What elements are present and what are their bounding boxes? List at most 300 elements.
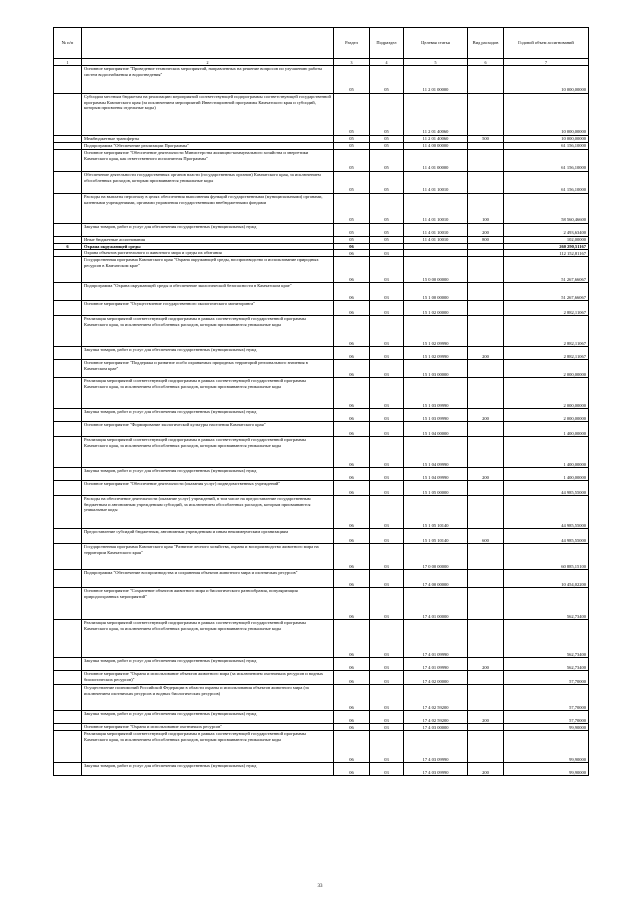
row-amount: 562,73400 <box>504 588 589 620</box>
row-razdel: 06 <box>334 711 370 724</box>
row-expense-type <box>468 66 504 94</box>
row-target-article: 11 2 01 40060 <box>404 94 468 136</box>
row-razdel: 06 <box>334 724 370 731</box>
row-number <box>54 136 82 143</box>
row-razdel: 06 <box>334 658 370 671</box>
row-name: Основное мероприятие "Поддержка и развитие особо охраняемых природных территорий регионального значения в Камчатском крае" <box>82 360 334 378</box>
row-expense-type: 200 <box>468 409 504 422</box>
table-row <box>54 544 589 570</box>
row-name: Закупка товаров, работ и услуг для обеспечения государственных (муниципальных) нужд <box>82 409 334 422</box>
row-amount: 99,90000 <box>504 763 589 776</box>
row-name: Основное мероприятие "Сохранение объектов животного мира и биологического разнообразия, популяризация природоохранных мероприятий" <box>82 588 334 620</box>
row-razdel: 05 <box>334 172 370 194</box>
row-number <box>54 237 82 244</box>
row-expense-type <box>468 143 504 150</box>
row-amount: 2 000,00000 <box>504 360 589 378</box>
row-expense-type: 200 <box>468 224 504 237</box>
table-row <box>54 150 589 172</box>
row-number <box>54 409 82 422</box>
row-target-article: 11 4 01 10010 <box>404 194 468 224</box>
row-razdel: 05 <box>334 150 370 172</box>
row-razdel: 06 <box>334 496 370 529</box>
table-row <box>54 724 589 731</box>
table-row <box>54 468 589 481</box>
row-podrazdel: 03 <box>370 316 404 347</box>
row-expense-type <box>468 360 504 378</box>
row-razdel: 06 <box>334 529 370 544</box>
row-expense-type: 200 <box>468 468 504 481</box>
row-expense-type <box>468 685 504 711</box>
column-number: 5 <box>404 59 468 66</box>
table-row <box>54 711 589 724</box>
row-razdel: 06 <box>334 570 370 588</box>
row-expense-type <box>468 620 504 658</box>
row-target-article: 15 1 03 09990 <box>404 378 468 409</box>
row-razdel: 05 <box>334 194 370 224</box>
row-name: Обеспечение деятельности государственных органов власти (государственных органов) Камчатского края, за исключением обособленных расходов, которым присваиваются уникальные коды <box>82 172 334 194</box>
row-amount: 58 560,46600 <box>504 194 589 224</box>
row-target-article: 11 4 00 00000 <box>404 143 468 150</box>
row-amount: 10 454,02200 <box>504 570 589 588</box>
row-name: Субсидии местным бюджетам на реализацию мероприятий соответствующей подпрограммы соответствующей государственной программы Камчатского края (за исключением мероприятий Инвестиционной программы Камчатского края и субсидий, которым присвоены отдельные коды) <box>82 94 334 136</box>
row-target-article: 15 1 02 09990 <box>404 316 468 347</box>
table-row <box>54 194 589 224</box>
row-expense-type <box>468 172 504 194</box>
row-amount: 2 882,11067 <box>504 347 589 360</box>
row-podrazdel: 03 <box>370 570 404 588</box>
row-amount: 112 152,81167 <box>504 250 589 257</box>
table-row <box>54 224 589 237</box>
row-number <box>54 671 82 685</box>
row-razdel: 05 <box>334 224 370 237</box>
table-row <box>54 588 589 620</box>
row-name: Государственная программа Камчатского края "Развитие лесного хозяйства, охрана и воспроизводство животного мира на территории Камчатского края" <box>82 544 334 570</box>
row-name: Закупка товаров, работ и услуг для обеспечения государственных (муниципальных) нужд <box>82 224 334 237</box>
row-name: Подпрограмма "Охрана окружающей среды и обеспечение экологической безопасности в Камчатском крае" <box>82 283 334 301</box>
row-amount: 1 400,00000 <box>504 422 589 437</box>
budget-sheet <box>53 27 588 776</box>
row-podrazdel: 03 <box>370 620 404 658</box>
row-amount: 61 156,10000 <box>504 172 589 194</box>
table-row <box>54 237 589 244</box>
row-name: Основное мероприятие "Обеспечение деятельности Министерства жилищно-коммунального хозяйства и энергетики Камчатского края, как ответственного исполнителя Программы" <box>82 150 334 172</box>
row-expense-type <box>468 250 504 257</box>
row-razdel: 06 <box>334 620 370 658</box>
row-podrazdel: 03 <box>370 671 404 685</box>
row-target-article: 15 1 04 00000 <box>404 422 468 437</box>
row-number <box>54 731 82 763</box>
row-name: Закупка товаров, работ и услуг для обеспечения государственных (муниципальных) нужд <box>82 347 334 360</box>
row-name: Расходы на выплаты персоналу в целях обеспечения выполнения функций государственными (муниципальными) органами, казенными учреждениями, органами управления государственными внебюджетными фондами <box>82 194 334 224</box>
row-amount: 10 000,00000 <box>504 94 589 136</box>
table-row <box>54 685 589 711</box>
header-num: № п/п <box>54 28 82 59</box>
row-podrazdel: 03 <box>370 437 404 468</box>
row-target-article: 17 4 02 59200 <box>404 685 468 711</box>
row-amount: 61 156,10000 <box>504 143 589 150</box>
row-expense-type <box>468 731 504 763</box>
row-number <box>54 360 82 378</box>
row-expense-type <box>468 257 504 283</box>
row-amount: 1 400,00000 <box>504 468 589 481</box>
row-razdel: 06 <box>334 763 370 776</box>
row-amount: 57,70000 <box>504 711 589 724</box>
row-podrazdel: 05 <box>370 150 404 172</box>
row-amount: 562,73400 <box>504 658 589 671</box>
row-target-article: 15 1 05 00000 <box>404 481 468 496</box>
row-expense-type <box>468 724 504 731</box>
row-target-article: 15 1 02 09990 <box>404 347 468 360</box>
row-target-article: 17 4 02 59200 <box>404 711 468 724</box>
row-podrazdel: 03 <box>370 685 404 711</box>
row-target-article: 17 4 01 09990 <box>404 658 468 671</box>
row-number: 6 <box>54 243 82 250</box>
table-row <box>54 250 589 257</box>
row-name: Охрана окружающей среды <box>82 243 334 250</box>
column-number: 6 <box>468 59 504 66</box>
row-target-article <box>404 243 468 250</box>
row-target-article: 17 4 01 09990 <box>404 620 468 658</box>
row-target-article: 11 4 01 10010 <box>404 172 468 194</box>
row-amount: 2 882,11067 <box>504 316 589 347</box>
row-number <box>54 257 82 283</box>
row-number <box>54 620 82 658</box>
row-name: Реализация мероприятий соответствующей подпрограммы в рамках соответствующей государственной программы Камчатского края, за исключением обособленных расходов, которым присваиваются уникальные коды <box>82 620 334 658</box>
table-row <box>54 243 589 250</box>
row-expense-type: 200 <box>468 763 504 776</box>
row-podrazdel: 05 <box>370 94 404 136</box>
row-expense-type <box>468 422 504 437</box>
row-name: Межбюджетные трансферты <box>82 136 334 143</box>
row-razdel: 06 <box>334 250 370 257</box>
row-expense-type: 200 <box>468 347 504 360</box>
row-target-article: 15 1 03 00000 <box>404 360 468 378</box>
row-podrazdel: 03 <box>370 763 404 776</box>
row-number <box>54 496 82 529</box>
row-target-article: 15 1 02 00000 <box>404 301 468 316</box>
row-amount: 2 493,63400 <box>504 224 589 237</box>
row-target-article: 17 4 03 00000 <box>404 724 468 731</box>
row-number <box>54 529 82 544</box>
row-razdel: 06 <box>334 437 370 468</box>
row-name: Закупка товаров, работ и услуг для обеспечения государственных (муниципальных) нужд <box>82 658 334 671</box>
row-podrazdel: 03 <box>370 283 404 301</box>
row-target-article: 15 1 05 10140 <box>404 529 468 544</box>
table-row <box>54 378 589 409</box>
row-podrazdel: 03 <box>370 347 404 360</box>
row-amount: 60 885,15100 <box>504 544 589 570</box>
column-number-row <box>54 59 589 66</box>
row-amount: 2 882,11067 <box>504 301 589 316</box>
row-podrazdel: 05 <box>370 224 404 237</box>
row-expense-type: 500 <box>468 136 504 143</box>
table-row <box>54 658 589 671</box>
row-number <box>54 378 82 409</box>
row-podrazdel: 03 <box>370 658 404 671</box>
header-name <box>82 28 334 59</box>
row-name: Закупка товаров, работ и услуг для обеспечения государственных (муниципальных) нужд <box>82 711 334 724</box>
row-expense-type <box>468 570 504 588</box>
row-expense-type <box>468 671 504 685</box>
row-name: Расходы на обеспечение деятельности (оказание услуг) учреждений, в том числе на предоставление государственным бюджетным и автономным учреждениям субсидий, за исключением обособленных расходов, которым присваиваются уникальные коды <box>82 496 334 529</box>
row-podrazdel: 05 <box>370 136 404 143</box>
row-number <box>54 150 82 172</box>
row-number <box>54 94 82 136</box>
header-row <box>54 28 589 59</box>
row-target-article: 15 1 03 09990 <box>404 409 468 422</box>
row-razdel: 05 <box>334 94 370 136</box>
row-expense-type: 200 <box>468 658 504 671</box>
row-amount: 44 985,55000 <box>504 496 589 529</box>
row-number <box>54 301 82 316</box>
row-number <box>54 724 82 731</box>
row-name: Основное мероприятие "Охрана и использование охотничьих ресурсов" <box>82 724 334 731</box>
table-row <box>54 422 589 437</box>
row-name: Реализация мероприятий соответствующей подпрограммы в рамках соответствующей государственной программы Камчатского края, за исключением обособленных расходов, которым присваиваются уникальные коды <box>82 316 334 347</box>
row-number <box>54 588 82 620</box>
row-target-article: 15 1 04 09990 <box>404 437 468 468</box>
row-razdel: 06 <box>334 731 370 763</box>
row-razdel: 06 <box>334 360 370 378</box>
row-number <box>54 437 82 468</box>
row-razdel: 05 <box>334 136 370 143</box>
row-razdel: 06 <box>334 257 370 283</box>
row-number <box>54 224 82 237</box>
table-row <box>54 763 589 776</box>
budget-rows <box>54 66 589 776</box>
row-podrazdel: 03 <box>370 588 404 620</box>
row-expense-type: 600 <box>468 529 504 544</box>
row-expense-type <box>468 94 504 136</box>
row-razdel: 06 <box>334 588 370 620</box>
row-razdel: 06 <box>334 685 370 711</box>
row-amount: 562,73400 <box>504 620 589 658</box>
row-amount: 1 400,00000 <box>504 437 589 468</box>
header-target-article: Целевая статья <box>404 28 468 59</box>
row-expense-type <box>468 588 504 620</box>
row-target-article: 11 2 01 40060 <box>404 136 468 143</box>
table-row <box>54 360 589 378</box>
row-amount: 57,70000 <box>504 685 589 711</box>
row-expense-type: 800 <box>468 237 504 244</box>
row-name: Иные бюджетные ассигнования <box>82 237 334 244</box>
row-target-article: 17 4 03 09990 <box>404 731 468 763</box>
page-number: 33 <box>317 884 323 889</box>
row-podrazdel: 03 <box>370 724 404 731</box>
row-podrazdel: 03 <box>370 409 404 422</box>
table-row <box>54 257 589 283</box>
row-target-article: 15 0 00 00000 <box>404 257 468 283</box>
row-target-article: 15 1 00 00000 <box>404 283 468 301</box>
row-number <box>54 658 82 671</box>
row-number <box>54 283 82 301</box>
row-target-article: 11 4 01 10010 <box>404 224 468 237</box>
row-amount: 51 267,66067 <box>504 283 589 301</box>
row-podrazdel: 03 <box>370 360 404 378</box>
table-row <box>54 283 589 301</box>
row-amount: 260 290,51167 <box>504 243 589 250</box>
table-row <box>54 316 589 347</box>
table-row <box>54 620 589 658</box>
row-target-article: 11 2 01 00000 <box>404 66 468 94</box>
table-row <box>54 731 589 763</box>
row-target-article: 11 4 01 10010 <box>404 237 468 244</box>
header-podrazdel: Подраздел <box>370 28 404 59</box>
row-podrazdel: 03 <box>370 378 404 409</box>
row-razdel: 06 <box>334 468 370 481</box>
row-expense-type <box>468 378 504 409</box>
row-razdel: 06 <box>334 481 370 496</box>
row-target-article: 17 4 02 00000 <box>404 671 468 685</box>
row-amount: 57,70000 <box>504 671 589 685</box>
row-number <box>54 66 82 94</box>
row-expense-type <box>468 283 504 301</box>
table-row <box>54 671 589 685</box>
row-number <box>54 143 82 150</box>
row-razdel: 06 <box>334 409 370 422</box>
row-razdel: 05 <box>334 66 370 94</box>
row-expense-type <box>468 544 504 570</box>
row-expense-type <box>468 243 504 250</box>
table-row <box>54 66 589 94</box>
table-row <box>54 143 589 150</box>
row-podrazdel: 05 <box>370 172 404 194</box>
column-number: 2 <box>82 59 334 66</box>
row-podrazdel: 05 <box>370 66 404 94</box>
table-row <box>54 481 589 496</box>
row-name: Подпрограмма "Обеспечение реализации Программы" <box>82 143 334 150</box>
row-podrazdel: 03 <box>370 257 404 283</box>
row-target-article <box>404 250 468 257</box>
row-number <box>54 685 82 711</box>
row-number <box>54 711 82 724</box>
row-podrazdel: 03 <box>370 422 404 437</box>
row-number <box>54 422 82 437</box>
row-podrazdel: 03 <box>370 496 404 529</box>
budget-table <box>53 27 589 776</box>
row-number <box>54 250 82 257</box>
table-row <box>54 94 589 136</box>
row-amount: 44 985,55000 <box>504 481 589 496</box>
row-amount: 99,90000 <box>504 731 589 763</box>
row-amount: 2 000,00000 <box>504 409 589 422</box>
row-amount: 61 156,10000 <box>504 150 589 172</box>
row-name: Закупка товаров, работ и услуг для обеспечения государственных (муниципальных) нужд <box>82 763 334 776</box>
row-name: Основное мероприятие "Осуществление государственного экологического мониторинга" <box>82 301 334 316</box>
row-target-article: 17 4 00 00000 <box>404 570 468 588</box>
row-expense-type: 200 <box>468 711 504 724</box>
table-row <box>54 136 589 143</box>
row-podrazdel: 03 <box>370 301 404 316</box>
row-name: Предоставление субсидий бюджетным, автономным учреждениям и иным некоммерческим организациям <box>82 529 334 544</box>
table-row <box>54 301 589 316</box>
row-podrazdel: 05 <box>370 194 404 224</box>
row-number <box>54 172 82 194</box>
column-number: 1 <box>54 59 82 66</box>
row-podrazdel: 03 <box>370 468 404 481</box>
table-row <box>54 347 589 360</box>
row-name: Охрана объектов растительного и животного мира и среды их обитания <box>82 250 334 257</box>
row-expense-type: 100 <box>468 194 504 224</box>
row-target-article: 17 0 00 00000 <box>404 544 468 570</box>
row-amount: 10 000,00000 <box>504 66 589 94</box>
table-row <box>54 409 589 422</box>
row-number <box>54 763 82 776</box>
row-podrazdel: 05 <box>370 237 404 244</box>
row-podrazdel: 03 <box>370 529 404 544</box>
row-amount: 2 000,00000 <box>504 378 589 409</box>
table-row <box>54 172 589 194</box>
row-number <box>54 544 82 570</box>
column-number: 7 <box>504 59 589 66</box>
row-target-article: 15 1 04 09990 <box>404 468 468 481</box>
row-razdel: 06 <box>334 544 370 570</box>
row-name: Основное мероприятие "Формирование экологической культуры населения Камчатского края" <box>82 422 334 437</box>
row-amount: 102,00000 <box>504 237 589 244</box>
row-name: Закупка товаров, работ и услуг для обеспечения государственных (муниципальных) нужд <box>82 468 334 481</box>
row-name: Реализация мероприятий соответствующей подпрограммы в рамках соответствующей государственной программы Камчатского края, за исключением обособленных расходов, которым присваиваются уникальные коды <box>82 437 334 468</box>
row-target-article: 11 4 01 00000 <box>404 150 468 172</box>
row-name: Основное мероприятие "Обеспечение деятельности (оказания услуг) подведомственных учреждений" <box>82 481 334 496</box>
header-expense-type: Вид расходов <box>468 28 504 59</box>
row-razdel: 06 <box>334 283 370 301</box>
table-row <box>54 496 589 529</box>
row-razdel: 06 <box>334 378 370 409</box>
row-amount: 10 000,00000 <box>504 136 589 143</box>
row-name: Основное мероприятие "Охрана и использование объектов животного мира (за исключением охотничьих ресурсов и водных биологических ресурсов)" <box>82 671 334 685</box>
row-name: Реализация мероприятий соответствующей подпрограммы в рамках соответствующей государственной программы Камчатского края, за исключением обособленных расходов, которым присваиваются уникальные коды <box>82 731 334 763</box>
row-number <box>54 481 82 496</box>
row-podrazdel: 03 <box>370 731 404 763</box>
row-podrazdel <box>370 243 404 250</box>
row-number <box>54 468 82 481</box>
row-name: Подпрограмма "Обеспечение воспроизводства и сохранения объектов животного мира и охотничьих ресурсов" <box>82 570 334 588</box>
row-number <box>54 347 82 360</box>
row-razdel: 06 <box>334 243 370 250</box>
row-razdel: 06 <box>334 422 370 437</box>
column-number: 4 <box>370 59 404 66</box>
header-razdel: Раздел <box>334 28 370 59</box>
row-name: Государственная программа Камчатского края "Охрана окружающей среды, воспроизводство и использование природных ресурсов в Камчатском крае" <box>82 257 334 283</box>
row-target-article: 17 4 03 09990 <box>404 763 468 776</box>
row-razdel: 06 <box>334 671 370 685</box>
row-target-article: 15 1 05 10140 <box>404 496 468 529</box>
row-amount: 99,90000 <box>504 724 589 731</box>
table-row <box>54 437 589 468</box>
row-number <box>54 194 82 224</box>
row-amount: 51 267,66067 <box>504 257 589 283</box>
row-razdel: 06 <box>334 316 370 347</box>
column-number: 3 <box>334 59 370 66</box>
table-row <box>54 529 589 544</box>
row-razdel: 06 <box>334 301 370 316</box>
row-target-article: 17 4 01 00000 <box>404 588 468 620</box>
row-expense-type <box>468 150 504 172</box>
row-podrazdel: 03 <box>370 544 404 570</box>
row-name: Реализация мероприятий соответствующей подпрограммы в рамках соответствующей государственной программы Камчатского края, за исключением обособленных расходов, которым присваиваются уникальные коды <box>82 378 334 409</box>
row-razdel: 05 <box>334 143 370 150</box>
row-razdel: 06 <box>334 347 370 360</box>
row-razdel: 05 <box>334 237 370 244</box>
row-podrazdel: 05 <box>370 143 404 150</box>
row-name: Основное мероприятие "Проведение технических мероприятий, направленных на решение вопросов по улучшению работы систем водоснабжения и водоотведения" <box>82 66 334 94</box>
row-expense-type <box>468 301 504 316</box>
row-amount: 44 985,55000 <box>504 529 589 544</box>
table-row <box>54 570 589 588</box>
row-expense-type <box>468 316 504 347</box>
header-annual-amount: Годовой объем ассигнований <box>504 28 589 59</box>
row-podrazdel: 03 <box>370 481 404 496</box>
